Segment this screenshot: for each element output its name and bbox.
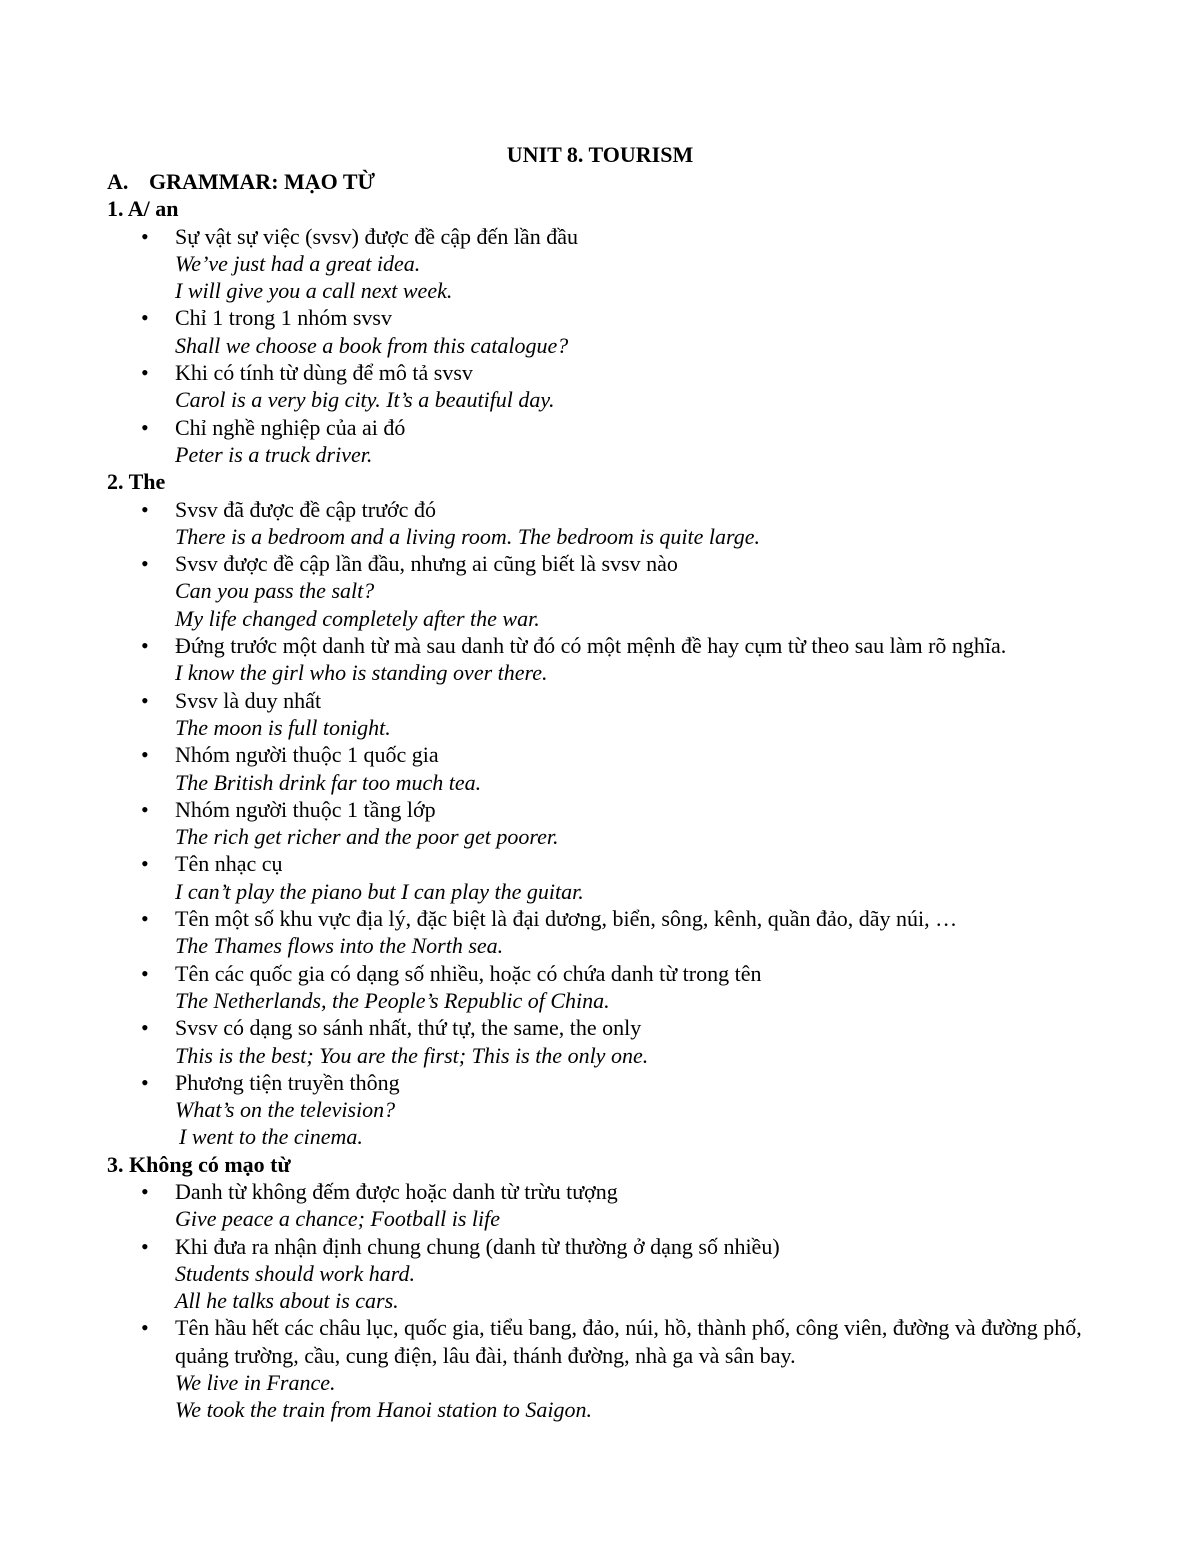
item-text: Tên nhạc cụ xyxy=(175,851,283,877)
bullet-icon: • xyxy=(141,360,149,386)
example-text: We took the train from Hanoi station to Saigon. xyxy=(175,1397,592,1423)
section-a-heading xyxy=(107,168,1107,195)
item-text: Nhóm người thuộc 1 quốc gia xyxy=(175,742,439,768)
bullet-icon: • xyxy=(141,906,149,932)
list-item xyxy=(107,632,1107,659)
section-a-label: A. xyxy=(107,169,129,194)
example-text: What’s on the television? xyxy=(175,1097,396,1123)
list-item xyxy=(107,687,1107,714)
list-item xyxy=(107,550,1107,577)
item-text: Chỉ 1 trong 1 nhóm svsv xyxy=(175,305,392,331)
list-item xyxy=(107,796,1107,823)
item-text: Tên các quốc gia có dạng số nhiều, hoặc có chứa danh từ trong tên xyxy=(175,960,762,986)
example-text: Peter is a truck driver. xyxy=(175,441,373,467)
item-text: Khi có tính từ dùng để mô tả svsv xyxy=(175,360,473,386)
example-text: Can you pass the salt? xyxy=(175,578,375,604)
item-text: Danh từ không đếm được hoặc danh từ trừu tượng xyxy=(175,1178,618,1204)
example-text: Students should work hard. xyxy=(175,1260,415,1286)
item-text: Svsv là duy nhất xyxy=(175,687,322,713)
list-item xyxy=(107,304,1107,331)
item-text: Svsv có dạng so sánh nhất, thứ tự, the same, the only xyxy=(175,1015,642,1041)
item-text: Tên hầu hết các châu lục, quốc gia, tiểu bang, đảo, núi, hồ, thành phố, công viên, đường và đường phố, quảng trường, cầu, cung điện, lâu đài, thánh đường, nhà ga và sân bay. xyxy=(175,1315,1082,1368)
example-text: All he talks about is cars. xyxy=(175,1288,399,1314)
example-text: The Netherlands, the People’s Republic of China. xyxy=(175,987,610,1013)
item-text: Phương tiện truyền thông xyxy=(175,1069,400,1095)
bullet-icon: • xyxy=(141,796,149,822)
list-item xyxy=(107,1178,1107,1205)
bullet-icon: • xyxy=(141,1015,149,1041)
bullet-icon: • xyxy=(141,851,149,877)
example-text: The moon is full tonight. xyxy=(175,714,391,740)
example-text: There is a bedroom and a living room. The bedroom is quite large. xyxy=(175,523,760,549)
bullet-icon: • xyxy=(141,1069,149,1095)
example-text: We’ve just had a great idea. xyxy=(175,250,421,276)
section-heading: 3. Không có mạo từ xyxy=(107,1151,291,1177)
list-item xyxy=(107,850,1107,877)
page-title: UNIT 8. TOURISM xyxy=(506,142,694,167)
example-text: I will give you a call next week. xyxy=(175,278,453,304)
bullet-icon: • xyxy=(141,1178,149,1204)
section-heading: 1. A/ an xyxy=(107,196,179,222)
section-a-text: GRAMMAR: MẠO TỪ xyxy=(149,169,376,194)
bullet-icon: • xyxy=(141,742,149,768)
item-text: Svsv được đề cập lần đầu, nhưng ai cũng biết là svsv nào xyxy=(175,551,678,577)
list-item xyxy=(107,1069,1107,1096)
list-item xyxy=(107,1314,1105,1369)
list-item xyxy=(107,905,1107,932)
section-heading: 2. The xyxy=(107,469,166,495)
bullet-icon: • xyxy=(141,687,149,713)
bullet-icon: • xyxy=(141,496,149,522)
example-text: I went to the cinema. xyxy=(179,1124,363,1150)
bullet-icon: • xyxy=(141,1233,149,1259)
list-item xyxy=(107,496,1107,523)
document-body xyxy=(107,168,1107,1424)
bullet-icon: • xyxy=(141,223,149,249)
example-text: Carol is a very big city. It’s a beautiful day. xyxy=(175,387,555,413)
example-text: The Thames flows into the North sea. xyxy=(175,933,504,959)
example-text: My life changed completely after the war. xyxy=(175,605,540,631)
example-text: The rich get richer and the poor get poorer. xyxy=(175,824,559,850)
example-text: I know the girl who is standing over there. xyxy=(175,660,548,686)
example-text: This is the best; You are the first; This is the only one. xyxy=(175,1042,649,1068)
item-text: Svsv đã được đề cập trước đó xyxy=(175,496,436,522)
example-text: We live in France. xyxy=(175,1370,336,1396)
example-text: The British drink far too much tea. xyxy=(175,769,482,795)
item-text: Sự vật sự việc (svsv) được đề cập đến lần đầu xyxy=(175,223,578,249)
list-item xyxy=(107,741,1107,768)
bullet-icon: • xyxy=(141,414,149,440)
bullet-icon: • xyxy=(141,960,149,986)
example-text: Give peace a chance; Football is life xyxy=(175,1206,500,1232)
item-text: Tên một số khu vực địa lý, đặc biệt là đại dương, biển, sông, kênh, quần đảo, dãy núi, … xyxy=(175,906,958,932)
bullet-icon: • xyxy=(141,551,149,577)
item-text: Nhóm người thuộc 1 tầng lớp xyxy=(175,796,436,822)
list-item xyxy=(107,1014,1107,1041)
list-item xyxy=(107,223,1107,250)
item-text: Chỉ nghề nghiệp của ai đó xyxy=(175,414,406,440)
bullet-icon: • xyxy=(141,305,149,331)
list-item xyxy=(107,359,1107,386)
bullet-icon: • xyxy=(141,633,149,659)
item-text: Đứng trước một danh từ mà sau danh từ đó có một mệnh đề hay cụm từ theo sau làm rõ nghĩa. xyxy=(175,633,1007,659)
list-item xyxy=(107,1233,1107,1260)
list-item xyxy=(107,960,1107,987)
example-text: Shall we choose a book from this catalogue? xyxy=(175,332,569,358)
example-text: I can’t play the piano but I can play the guitar. xyxy=(175,878,584,904)
bullet-icon: • xyxy=(141,1315,149,1341)
list-item xyxy=(107,414,1107,441)
item-text: Khi đưa ra nhận định chung chung (danh từ thường ở dạng số nhiều) xyxy=(175,1233,780,1259)
